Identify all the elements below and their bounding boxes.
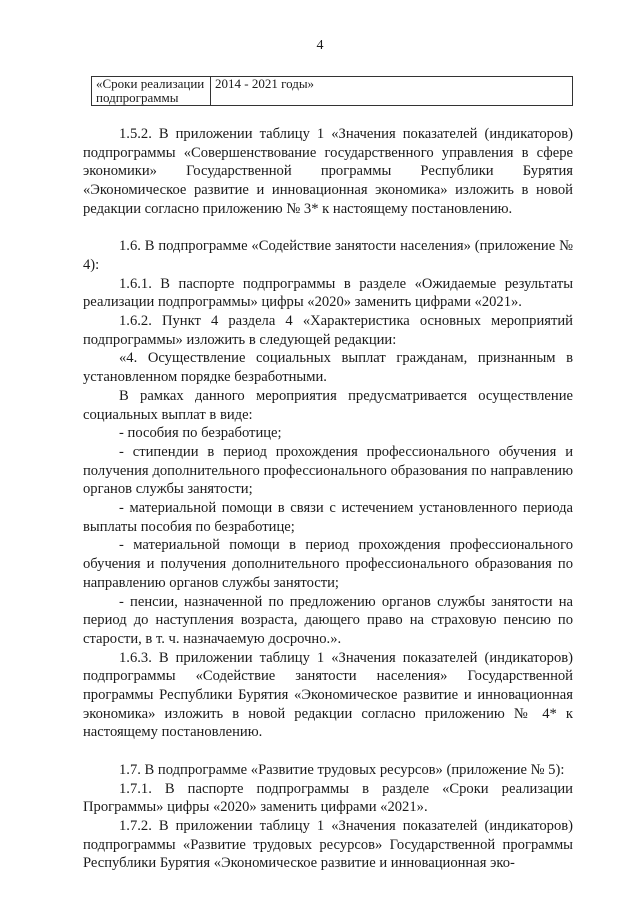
paragraph: 1.7. В подпрограмме «Развитие трудовых ресурсов» (приложение № 5): (119, 761, 565, 778)
paragraph: 1.5.2. В приложении таблицу 1 «Значения показателей (индикаторов) подпрограммы «Совершенствование государственного управления в сфере экономики» Государственной программы Республики Бурятия «Экономическое развитие и инновационная экономика» изложить в новой редакции согласно приложению № 3* к настоящему постановлению. (83, 126, 573, 217)
paragraph: «4. Осуществление социальных выплат гражданам, признанным в установленном порядке безработными. (83, 350, 573, 386)
list-item: - стипендии в период прохождения профессионального обучения и получения дополнительного профессионального образования по направлению органов службы занятости; (83, 443, 573, 498)
table-row (92, 77, 573, 106)
paragraph: 1.6.1. В паспорте подпрограммы в разделе «Ожидаемые результаты реализации подпрограммы» цифры «2020» заменить цифрами «2021». (83, 275, 573, 311)
document-body (83, 125, 573, 873)
table-label-cell (92, 77, 211, 106)
passport-table (91, 76, 573, 106)
table-value-cell: 2014 - 2021 годы» (211, 77, 573, 106)
page-number: 4 (316, 38, 324, 53)
list-item: - пенсии, назначенной по предложению органов службы занятости на период до наступления возраста, дающего право на страховую пенсию по старости, в т. ч. назначаемую досрочно.». (83, 593, 573, 647)
paragraph: В рамках данного мероприятия предусматривается осуществление социальных выплат в виде: (83, 387, 573, 423)
paragraph: 1.7.2. В приложении таблицу 1 «Значения показателей (индикаторов) подпрограммы «Развитие трудовых ресурсов» Государственной программы Республики Бурятия «Экономическое развитие и инновационная эко- (83, 817, 573, 872)
paragraph: 1.6. В подпрограмме «Содействие занятости населения» (приложение № 4): (83, 238, 573, 273)
table-label-line2: подпрограммы (96, 90, 179, 105)
paragraph: 1.6.2. Пункт 4 раздела 4 «Характеристика основных мероприятий подпрограммы» изложить в следующей редакции: (83, 313, 573, 348)
paragraph: 1.6.3. В приложении таблицу 1 «Значения показателей (индикаторов) подпрограммы «Содействие занятости населения» Государственной программы Республики Бурятия «Экономическое развитие и инновационная экономика» изложить в новой редакции согласно приложению № 4* к настоящему постановлению. (83, 649, 573, 741)
paragraph: 1.7.1. В паспорте подпрограммы в разделе «Сроки реализации Программы» цифры «2020» заменить цифрами «2021». (83, 780, 573, 816)
table-label-line1: «Сроки реализации (96, 76, 205, 91)
list-item: - материальной помощи в связи с истечением установленного периода выплаты пособия по безработице; (83, 500, 573, 535)
list-item: - материальной помощи в период прохождения профессионального обучения и получения дополнительного профессионального образования по направлению органов службы занятости; (83, 537, 573, 591)
list-item: - пособия по безработице; (119, 425, 282, 442)
